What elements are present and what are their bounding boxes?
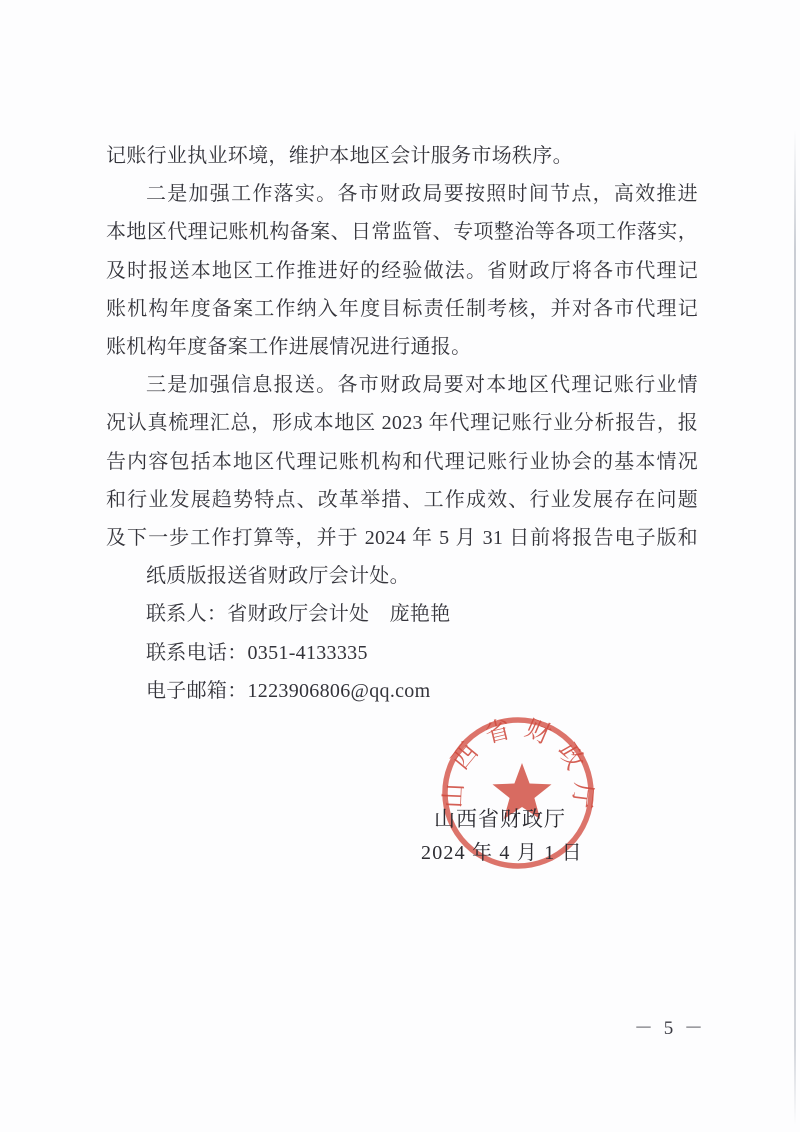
contact-phone-line: 联系电话：0351-4133335 bbox=[146, 641, 368, 664]
body-line: 况认真梳理汇总，形成本地区 2023 年代理记账行业分析报告，报 bbox=[106, 412, 698, 435]
page-number: － 5 － bbox=[634, 1018, 707, 1039]
body-line: 纸质版报送省财政厅会计处。 bbox=[146, 565, 410, 588]
issue-date: 2024 年 4 月 1 日 bbox=[421, 842, 583, 864]
body-line: 账机构年度备案工作纳入年度目标责任制考核，并对各市代理记 bbox=[106, 297, 698, 320]
seal-text: 山西省财政厅 bbox=[440, 714, 597, 821]
body-line: 及下一步工作打算等，并于 2024 年 5 月 31 日前将报告电子版和 bbox=[106, 527, 698, 550]
body-line: 和行业发展趋势特点、改革举措、工作成效、行业发展存在问题 bbox=[106, 488, 698, 511]
contact-person-line: 联系人：省财政厅会计处 庞艳艳 bbox=[146, 603, 451, 626]
body-line: 告内容包括本地区代理记账机构和代理记账行业协会的基本情况 bbox=[106, 450, 698, 473]
issuer-signature: 山西省财政厅 bbox=[434, 807, 566, 831]
contact-email-line: 电子邮箱：1223906806@qq.com bbox=[146, 679, 431, 702]
body-line: 二是加强工作落实。各市财政局要按照时间节点，高效推进 bbox=[146, 183, 698, 206]
body-line: 本地区代理记账机构备案、日常监管、专项整治等各项工作落实， bbox=[106, 221, 698, 244]
document-body bbox=[106, 137, 698, 710]
body-line: 及时报送本地区工作推进好的经验做法。省财政厅将各市代理记 bbox=[106, 259, 698, 282]
scan-edge-artifact bbox=[794, 130, 796, 1125]
body-line: 三是加强信息报送。各市财政局要对本地区代理记账行业情 bbox=[146, 374, 698, 397]
body-line: 账机构年度备案工作进展情况进行通报。 bbox=[106, 336, 472, 359]
body-line: 记账行业执业环境，维护本地区会计服务市场秩序。 bbox=[106, 145, 573, 167]
